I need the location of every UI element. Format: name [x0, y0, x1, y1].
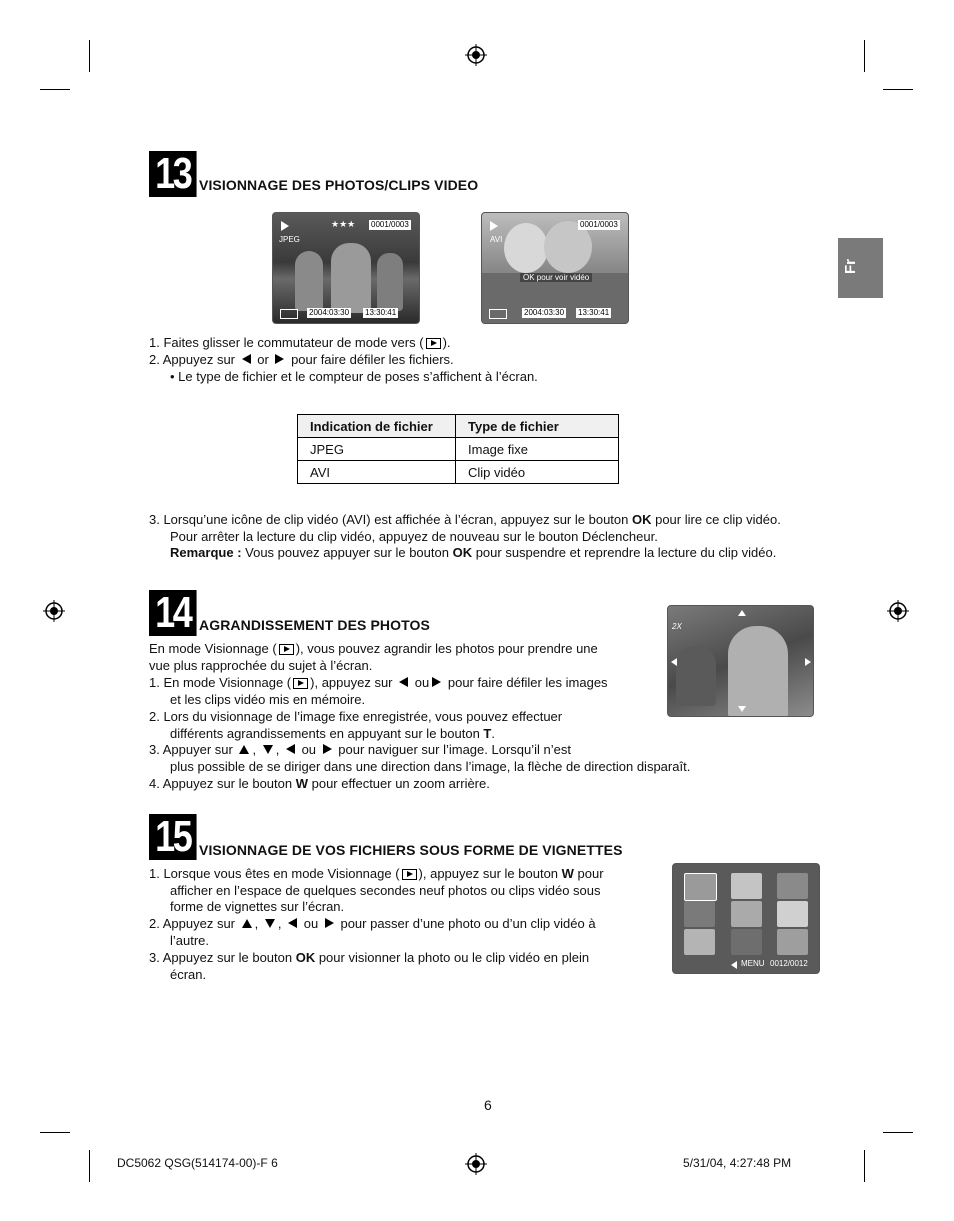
photo-person [377, 253, 403, 311]
s15-step-1-cont2: forme de vignettes sur l’écran. [170, 899, 345, 914]
s14-intro: En mode Visionnage ( ), vous pouvez agrandir les photos pour prendre une [149, 641, 598, 656]
photo-person [728, 626, 788, 717]
footer-right: 5/31/04, 4:27:48 PM [683, 1156, 792, 1170]
thumbnail [731, 873, 762, 899]
s13-step-1: 1. Faites glisser le commutateur de mode vers ( ). [149, 335, 451, 350]
up-arrow-icon [239, 745, 249, 754]
crop-mark [89, 1150, 90, 1182]
footer-left: DC5062 QSG(514174-00)-F 6 [117, 1156, 278, 1170]
file-counter: 0001/0003 [580, 220, 618, 229]
s13-bullet: • Le type de fichier et le compteur de poses s’affichent à l’écran. [170, 369, 538, 384]
battery-icon [280, 309, 298, 319]
thumbnail [684, 901, 715, 927]
s15-step-1: 1. Lorsque vous êtes en mode Visionnage ( ), appuyez sur le bouton W pour [149, 866, 604, 881]
thumbnail [731, 929, 762, 955]
section-title-13: VISIONNAGE DES PHOTOS/CLIPS VIDEO [199, 177, 479, 193]
table-cell: AVI [298, 461, 456, 484]
camera-screen-avi [481, 212, 629, 324]
language-tab-label: Fr [842, 259, 859, 274]
page-number: 6 [484, 1097, 492, 1113]
crop-mark [864, 40, 865, 72]
left-arrow-icon [671, 658, 677, 666]
s14-step-2-cont: différents agrandissements en appuyant sur le bouton T. [170, 726, 495, 741]
s15-step-1-cont: afficher en l’espace de quelques secondes neuf photos ou clips vidéo sous [170, 883, 601, 898]
s14-intro-cont: vue plus rapprochée du sujet à l’écran. [149, 658, 373, 673]
table-header: Indication de fichier [298, 415, 456, 438]
thumbnail [777, 873, 808, 899]
file-counter: 0012/0012 [770, 959, 808, 968]
table-header: Type de fichier [456, 415, 619, 438]
s13-step-2: 2. Appuyez sur or pour faire défiler les fichiers. [149, 352, 454, 367]
photo-person [504, 223, 548, 273]
crop-mark [883, 89, 913, 90]
left-arrow-icon [731, 961, 737, 969]
section-number-14: 14 [149, 590, 197, 636]
playback-mode-icon [402, 869, 417, 880]
left-arrow-icon [288, 918, 297, 928]
thumbnail [777, 929, 808, 955]
registration-mark-icon [465, 44, 487, 66]
playback-mode-icon [426, 338, 441, 349]
right-arrow-icon [323, 744, 332, 754]
down-arrow-icon [738, 706, 746, 712]
s14-step-3-cont: plus possible de se diriger dans une direction dans l’image, la flèche de direction disparaît. [170, 759, 691, 774]
playback-mode-icon [279, 644, 294, 655]
play-mode-icon [281, 221, 289, 231]
s13-remark: Remarque : Vous pouvez appuyer sur le bouton OK pour suspendre et reprendre la lecture du clip vidéo. [170, 545, 777, 560]
file-type-table [297, 414, 619, 484]
down-arrow-icon [263, 745, 273, 754]
s15-step-2: 2. Appuyez sur , , ou pour passer d’une photo ou d’un clip vidéo à [149, 916, 596, 931]
camera-screen-thumbnails [672, 863, 820, 974]
ok-hint: OK pour voir vidéo [520, 273, 592, 282]
quality-stars-icon: ★★★ [331, 219, 356, 229]
s13-step-3-cont: Pour arrêter la lecture du clip vidéo, appuyez de nouveau sur le bouton Déclencheur. [170, 529, 658, 544]
table-cell: JPEG [298, 438, 456, 461]
registration-mark-icon [43, 600, 65, 622]
s15-step-3-cont: écran. [170, 967, 207, 982]
table-cell: Clip vidéo [456, 461, 619, 484]
right-arrow-icon [275, 354, 284, 364]
s15-step-2-cont: l’autre. [170, 933, 210, 948]
thumbnail [731, 901, 762, 927]
s14-step-3: 3. Appuyer sur , , ou pour naviguer sur l’image. Lorsqu’il n’est [149, 742, 571, 757]
s13-step-3: 3. Lorsqu’une icône de clip vidéo (AVI) est affichée à l’écran, appuyez sur le bouton OK pour lire ce clip vidéo. [149, 512, 781, 527]
section-title-14: AGRANDISSEMENT DES PHOTOS [199, 617, 430, 633]
crop-mark [864, 1150, 865, 1182]
s15-step-3: 3. Appuyez sur le bouton OK pour visionner la photo ou le clip vidéo en plein [149, 950, 590, 965]
right-arrow-icon [325, 918, 334, 928]
table-row [298, 461, 619, 484]
left-arrow-icon [286, 744, 295, 754]
down-arrow-icon [265, 919, 275, 928]
s14-step-2: 2. Lors du visionnage de l’image fixe enregistrée, vous pouvez effectuer [149, 709, 563, 724]
photo-person [676, 646, 716, 706]
file-type-label: JPEG [279, 235, 300, 244]
section-number-15: 15 [149, 814, 197, 860]
date-label: 2004:03:30 [524, 308, 565, 317]
photo-person [331, 243, 371, 313]
play-mode-icon [490, 221, 498, 231]
table-row [298, 438, 619, 461]
time-label: 13:30:41 [578, 308, 610, 317]
s14-step-1-cont: et les clips vidéo mis en mémoire. [170, 692, 366, 707]
playback-mode-icon [293, 678, 308, 689]
camera-screen-jpeg [272, 212, 420, 324]
menu-label: MENU [741, 959, 765, 968]
crop-mark [40, 1132, 70, 1133]
table-cell: Image fixe [456, 438, 619, 461]
thumbnail [684, 929, 715, 955]
section-title-15: VISIONNAGE DE VOS FICHIERS SOUS FORME DE VIGNETTES [199, 842, 623, 858]
s14-step-4: 4. Appuyez sur le bouton W pour effectuer un zoom arrière. [149, 776, 490, 791]
camera-screen-zoom [667, 605, 814, 717]
left-arrow-icon [399, 677, 408, 687]
crop-mark [89, 40, 90, 72]
photo-person [295, 251, 323, 311]
file-counter: 0001/0003 [371, 220, 409, 229]
time-label: 13:30:41 [365, 308, 397, 317]
right-arrow-icon [805, 658, 811, 666]
thumbnail [777, 901, 808, 927]
battery-icon [489, 309, 507, 319]
s14-step-1: 1. En mode Visionnage ( ), appuyez sur ou pour faire défiler les images [149, 675, 608, 690]
section-number-13: 13 [149, 151, 197, 197]
crop-mark [40, 89, 70, 90]
left-arrow-icon [242, 354, 251, 364]
up-arrow-icon [242, 919, 252, 928]
up-arrow-icon [738, 610, 746, 616]
date-label: 2004:03:30 [309, 308, 350, 317]
language-tab [838, 238, 883, 298]
thumbnail [684, 873, 717, 901]
file-type-label: AVI [490, 235, 503, 244]
crop-mark [883, 1132, 913, 1133]
zoom-level: 2X [672, 622, 682, 631]
registration-mark-icon [465, 1153, 487, 1175]
registration-mark-icon [887, 600, 909, 622]
right-arrow-icon [432, 677, 441, 687]
